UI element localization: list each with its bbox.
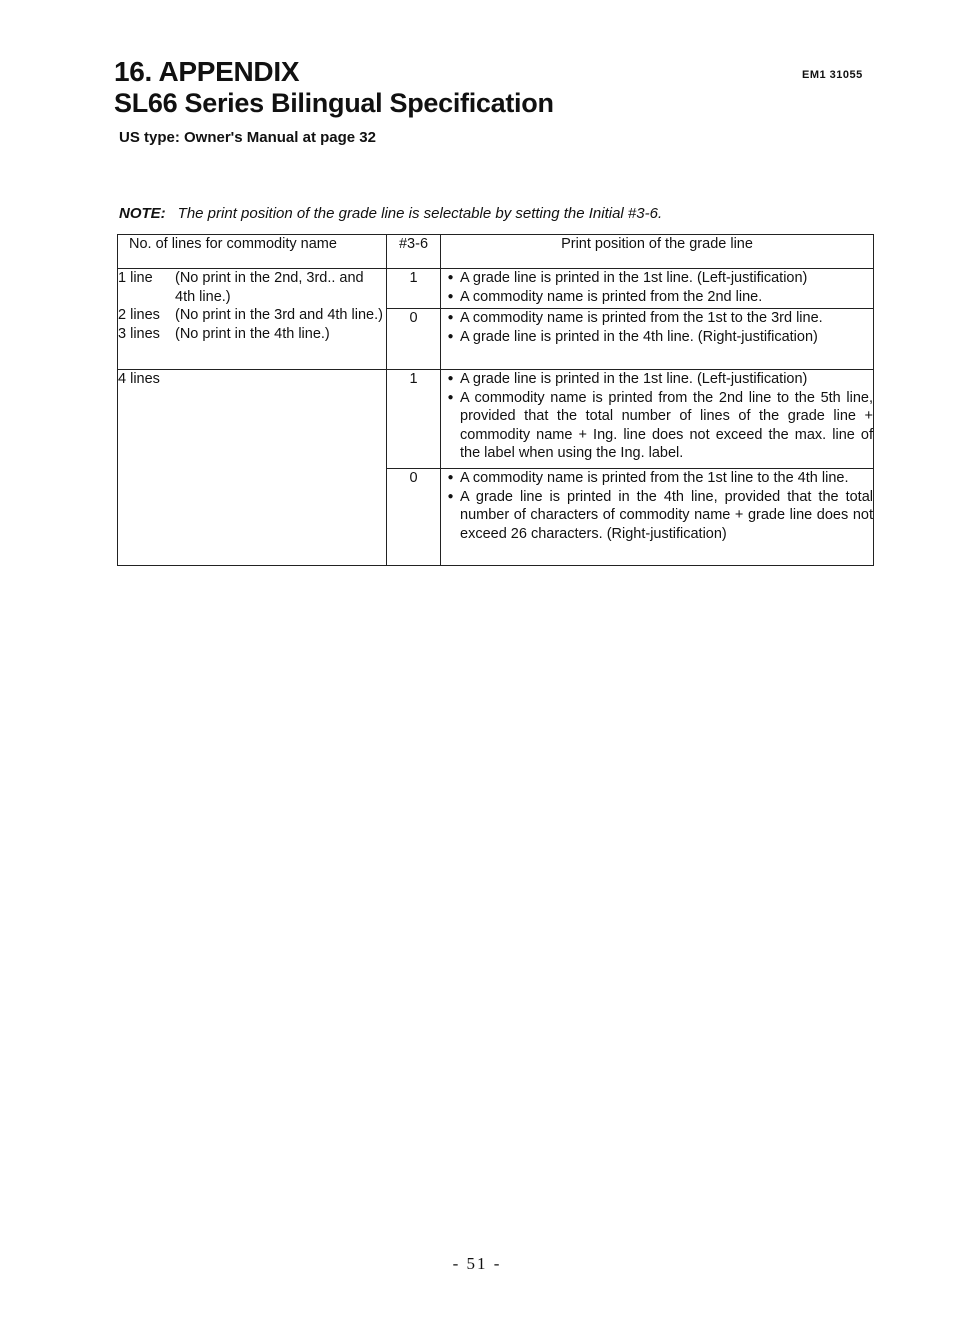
bullet-text: A commodity name is printed from the 1st line to the 4th line. <box>460 470 849 486</box>
line-note: (No print in the 4th line.) <box>175 325 330 342</box>
bullet-item <box>441 469 873 488</box>
bullet-item <box>441 288 873 307</box>
bullet-icon: ● <box>447 373 454 384</box>
grade-line-spec-table <box>117 234 874 566</box>
setting-cell: 0 <box>387 309 441 370</box>
header-setting: #3-6 <box>387 235 441 269</box>
bullet-text: A grade line is printed in the 1st line. (Left-justification) <box>460 270 808 286</box>
table-header-row <box>118 235 874 269</box>
setting-cell: 1 <box>387 370 441 469</box>
bullet-icon: ● <box>447 391 454 403</box>
setting-cell: 0 <box>387 469 441 566</box>
line-entry <box>118 306 386 325</box>
bullet-icon: ● <box>447 472 454 483</box>
document-code: EM1 31055 <box>802 69 863 81</box>
position-cell <box>441 469 874 566</box>
position-cell <box>441 269 874 309</box>
bullet-item <box>441 269 873 288</box>
line-count: 2 lines <box>118 307 160 323</box>
bullet-item <box>441 389 873 463</box>
table-row <box>118 269 874 309</box>
lines-cell-group1 <box>118 269 387 370</box>
bullet-item <box>441 328 873 347</box>
bullet-text: A grade line is printed in the 4th line, provided that the total number of characters of commodity name + grade line does not exceed 26 characters. (Right-justification) <box>460 488 873 542</box>
note <box>119 205 662 222</box>
bullet-icon: ● <box>447 312 454 323</box>
section-title: 16. APPENDIX <box>114 56 300 87</box>
bullet-item <box>441 309 873 328</box>
position-cell <box>441 370 874 469</box>
line-entry <box>118 269 386 306</box>
line-count: 1 line <box>118 270 153 286</box>
note-text: The print position of the grade line is selectable by setting the Initial #3-6. <box>177 205 663 222</box>
bullet-icon: ● <box>447 490 454 502</box>
bullet-text: A commodity name is printed from the 2nd line to the 5th line, provided that the total number of lines of the grade line + commodity name + Ing. line does not exceed the max. line of the label when using the Ing. label. <box>460 389 873 461</box>
bullet-icon: ● <box>447 272 454 283</box>
line-count: 3 lines <box>118 325 160 342</box>
line-count: 4 lines <box>118 371 160 387</box>
bullet-text: A commodity name is printed from the 1st to the 3rd line. <box>460 310 823 326</box>
note-label: NOTE: <box>119 205 166 222</box>
bullet-text: A grade line is printed in the 1st line. (Left-justification) <box>460 371 808 387</box>
position-cell <box>441 309 874 370</box>
line-note: (No print in the 3rd and 4th line.) <box>175 307 383 323</box>
line-entry <box>118 325 386 344</box>
bullet-item <box>441 488 873 544</box>
setting-cell: 1 <box>387 269 441 309</box>
bullet-icon: ● <box>447 290 454 302</box>
header-lines: No. of lines for commodity name <box>118 235 387 269</box>
page-number: - 51 - <box>452 1254 502 1273</box>
bullet-item <box>441 370 873 389</box>
bullet-text: A commodity name is printed from the 2nd line. <box>460 288 763 305</box>
subtitle: US type: Owner's Manual at page 32 <box>119 129 376 146</box>
bullet-icon: ● <box>447 330 454 342</box>
bullet-text: A grade line is printed in the 4th line. (Right-justification) <box>460 328 818 345</box>
lines-cell-group2 <box>118 370 387 566</box>
header-position: Print position of the grade line <box>441 235 874 269</box>
document-title: SL66 Series Bilingual Specification <box>114 88 554 118</box>
table-row <box>118 370 874 469</box>
line-note: (No print in the 2nd, 3rd.. and 4th line.) <box>175 270 364 305</box>
